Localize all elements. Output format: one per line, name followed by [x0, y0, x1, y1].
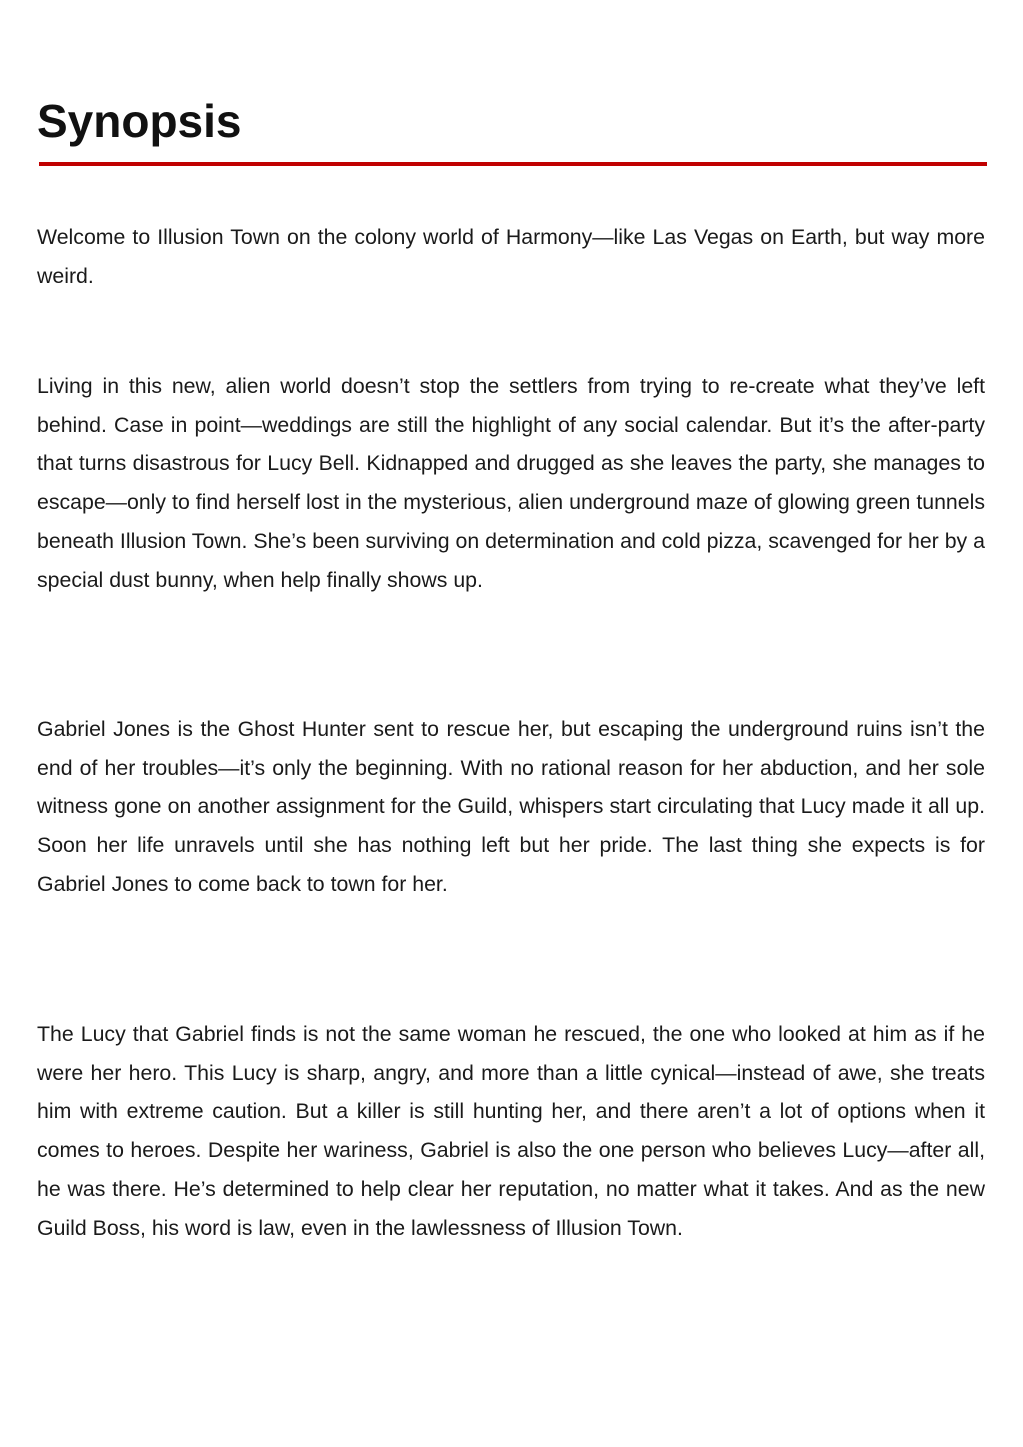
synopsis-paragraph-4: The Lucy that Gabriel finds is not the same woman he rescued, the one who looked at him as if he were her hero. This Lucy is sharp, angry, and more than a little cynical—instead of awe, she treats him with extreme caution. But a killer is still hunting her, and there aren’t a lot of options when it comes to heroes. Despite her wariness, Gabriel is also the one person who believes Lucy—after all, he was there. He’s determined to help clear her reputation, no matter what it takes. And as the new Guild Boss, his word is law, even in the lawlessness of Illusion Town. — [37, 1022, 985, 1240]
synopsis-paragraph-1: Welcome to Illusion Town on the colony world of Harmony—like Las Vegas on Earth, but way more weird. — [37, 225, 985, 288]
synopsis-paragraph-3: Gabriel Jones is the Ghost Hunter sent to rescue her, but escaping the underground ruins isn’t the end of her troubles—it’s only the beginning. With no rational reason for her abduction, and her sole witness gone on another assignment for the Guild, whispers start circulating that Lucy made it all up. Soon her life unravels until she has nothing left but her pride. The last thing she expects is for Gabriel Jones to come back to town for her. — [37, 717, 985, 896]
title-underline — [39, 162, 987, 166]
synopsis-paragraph-2: Living in this new, alien world doesn’t stop the settlers from trying to re-create what they’ve left behind. Case in point—weddings are still the highlight of any social calendar. But it’s the after-party that turns disastrous for Lucy Bell. Kidnapped and drugged as she leaves the party, she manages to escape—only to find herself lost in the mysterious, alien underground maze of glowing green tunnels beneath Illusion Town. She’s been surviving on determination and cold pizza, scavenged for her by a special dust bunny, when help finally shows up. — [37, 374, 985, 592]
page-title: Synopsis — [37, 95, 242, 147]
